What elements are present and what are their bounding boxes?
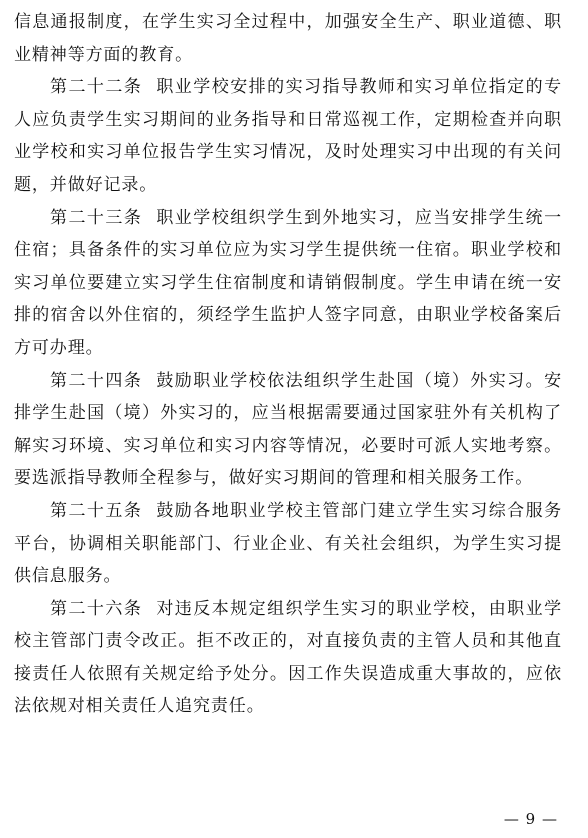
article-number: 第二十四条 bbox=[50, 370, 143, 391]
article-24 bbox=[14, 365, 562, 495]
article-number: 第二十三条 bbox=[50, 207, 143, 228]
continued-paragraph: 信息通报制度，在学生实习全过程中，加强安全生产、职业道德、职业精神等方面的教育。 bbox=[14, 12, 562, 65]
article-text: 职业学校组织学生到外地实习，应当安排学生统一住宿；具备条件的实习单位应为实习学生提供统一住宿。职业学校和实习单位要建立实习学生住宿制度和请销假制度。学生申请在统一安排的宿舍以外住宿的，须经学生监护人签字同意，由职业学校备案后方可办理。 bbox=[14, 207, 562, 358]
article-22 bbox=[14, 71, 562, 201]
page-number: — 9 — bbox=[503, 810, 558, 828]
article-text: 鼓励职业学校依法组织学生赴国（境）外实习。安排学生赴国（境）外实习的，应当根据需要通过国家驻外有关机构了解实习环境、实习单位和实习内容等情况，必要时可派人实地考察。要选派指导教师全程参与，做好实习期间的管理和相关服务工作。 bbox=[14, 370, 562, 489]
article-26 bbox=[14, 593, 562, 723]
article-number: 第二十二条 bbox=[50, 77, 143, 98]
document-page bbox=[14, 6, 562, 723]
article-23 bbox=[14, 202, 562, 365]
article-text: 职业学校安排的实习指导教师和实习单位指定的专人应负责学生实习期间的业务指导和日常巡视工作，定期检查并向职业学校和实习单位报告学生实习情况，及时处理实习中出现的有关问题，并做好记录。 bbox=[14, 77, 562, 195]
article-text: 鼓励各地职业学校主管部门建立学生实习综合服务平台，协调相关职能部门、行业企业、有关社会组织，为学生实习提供信息服务。 bbox=[14, 500, 562, 587]
article-text: 对违反本规定组织学生实习的职业学校，由职业学校主管部门责令改正。拒不改正的，对直接负责的主管人员和其他直接责任人依照有关规定给予处分。因工作失误造成重大事故的，应依法依规对相关责任人追究责任。 bbox=[14, 598, 562, 717]
article-25 bbox=[14, 495, 562, 593]
article-number: 第二十五条 bbox=[50, 500, 143, 521]
article-number: 第二十六条 bbox=[50, 598, 143, 619]
